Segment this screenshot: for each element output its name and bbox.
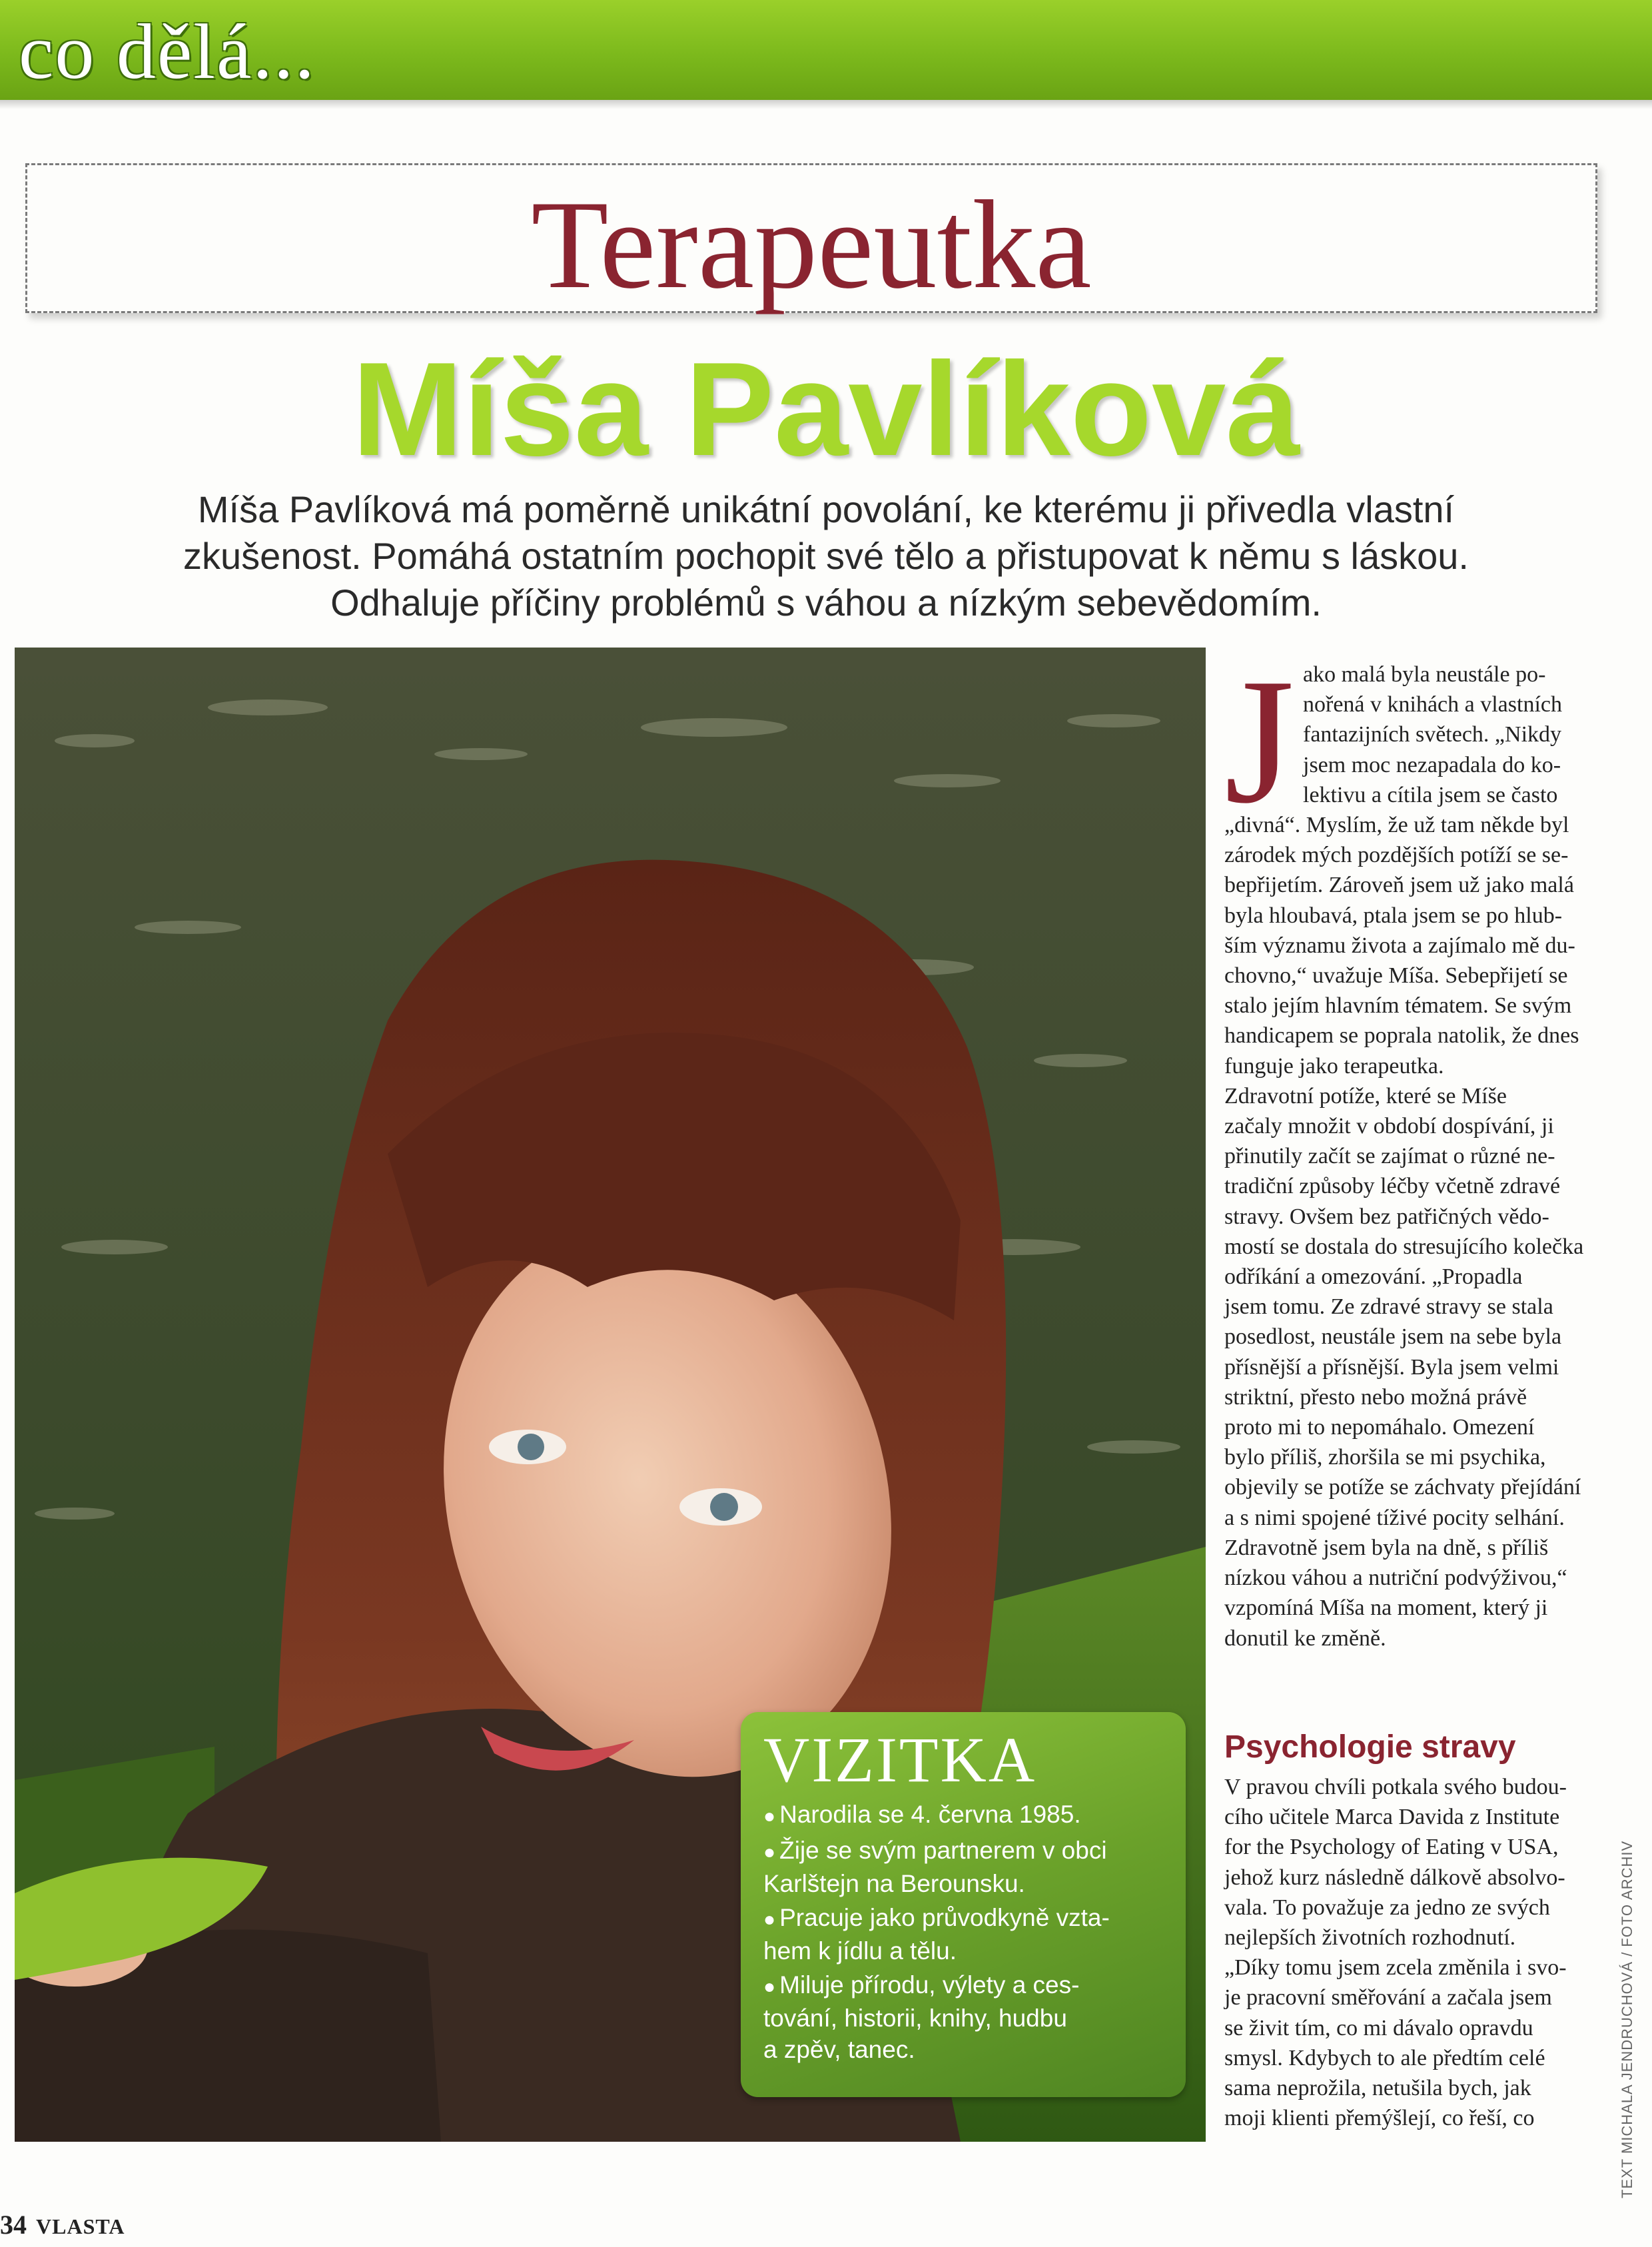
vizitka-line: Miluje přírodu, výlety a ces- xyxy=(779,1971,1080,1999)
article-line: V pravou chvíli potkala svého budou- xyxy=(1224,1775,1567,1799)
article-line: jehož kurz následně dálkově absolvo- xyxy=(1224,1865,1565,1890)
article-line: posedlost, neustále jsem na sebe byla xyxy=(1224,1324,1562,1350)
article-line: stravy. Ovšem bez patřičných vědo- xyxy=(1224,1204,1549,1229)
article-line: lektivu a cítila jsem se často xyxy=(1303,782,1558,807)
page-title: Terapeutka xyxy=(531,175,1092,315)
article-line: sama neprožila, netušila bych, jak xyxy=(1224,2076,1531,2101)
bullet-icon: ● xyxy=(763,1909,776,1931)
vizitka-item xyxy=(763,1902,1163,1967)
vizitka-title: VIZITKA xyxy=(763,1724,1037,1795)
article-line: a s nimi spojené tíživé pocity selhání. xyxy=(1224,1505,1565,1530)
page-number: 34 xyxy=(0,2210,27,2240)
article-column xyxy=(1224,660,1637,1653)
bullet-icon: ● xyxy=(763,1805,776,1827)
article-line: nejlepších životních rozhodnutí. xyxy=(1224,1925,1516,1951)
vizitka-item xyxy=(763,1835,1163,1899)
article-line: nízkou váhou a nutriční podvýživou,“ xyxy=(1224,1566,1567,1591)
article-line: donutil ke změně. xyxy=(1224,1625,1386,1651)
article-line: stalo jejím hlavním tématem. Se svým xyxy=(1224,993,1572,1019)
bullet-icon: ● xyxy=(763,1841,776,1863)
title-box xyxy=(25,163,1597,313)
article-line: odříkání a omezování. „Propadla xyxy=(1224,1264,1523,1290)
lead-line: Míša Pavlíková má poměrně unikátní povolání, ke kterému ji přivedla vlastní xyxy=(197,488,1455,530)
vizitka-line: Narodila se 4. června 1985. xyxy=(779,1801,1081,1828)
drop-cap: J xyxy=(1224,642,1295,841)
article-line: Zdravotně jsem byla na dně, s příliš xyxy=(1224,1535,1549,1560)
article-line: moji klienti přemýšlejí, co řeší, co xyxy=(1224,2106,1535,2131)
article-line: „divná“. Myslím, že už tam někde byl xyxy=(1224,813,1569,838)
vizitka-line: hem k jídlu a tělu. xyxy=(763,1937,957,1965)
vizitka-line: Pracuje jako průvodkyně vzta- xyxy=(779,1904,1110,1931)
article-line: tradiční způsoby léčby včetně zdravé xyxy=(1224,1174,1561,1199)
article-line: striktní, přesto nebo možná právě xyxy=(1224,1384,1527,1410)
article-line: mostí se dostala do stresujícího kolečka xyxy=(1224,1234,1584,1259)
article-line: vzpomíná Míša na moment, který ji xyxy=(1224,1595,1548,1621)
article-line: funguje jako terapeutka. xyxy=(1224,1053,1444,1079)
lead-line: Odhaluje příčiny problémů s váhou a nízkým sebevědomím. xyxy=(330,582,1322,624)
article-line: zárodek mých pozdějších potíží se se- xyxy=(1224,843,1569,868)
vizitka-line: Žije se svým partnerem v obci xyxy=(779,1837,1107,1864)
article-line: objevily se potíže se záchvaty přejídání xyxy=(1224,1475,1581,1500)
vizitka-line: Karlštejn na Berounsku. xyxy=(763,1870,1025,1897)
article-line: jsem tomu. Ze zdravé stravy se stala xyxy=(1224,1294,1553,1320)
article-line: smysl. Kdybych to ale předtím celé xyxy=(1224,2045,1545,2070)
article-line: ako malá byla neustále po- xyxy=(1303,662,1546,687)
article-line: byla hloubavá, ptala jsem se po hlub- xyxy=(1224,903,1563,928)
article-line: handicapem se poprala natolik, že dnes xyxy=(1224,1023,1579,1049)
person-name: Míša Pavlíková xyxy=(352,335,1300,484)
lead-line: zkušenost. Pomáhá ostatním pochopit své tělo a přistupovat k němu s láskou. xyxy=(183,535,1469,577)
article-line: přísnější a přísnější. Byla jsem velmi xyxy=(1224,1354,1559,1380)
vizitka-box xyxy=(741,1712,1186,2097)
vizitka-item xyxy=(763,1969,1163,2065)
article-line: Zdravotní potíže, které se Míše xyxy=(1224,1083,1507,1109)
article-line: přinutily začít se zajímat o různé ne- xyxy=(1224,1144,1555,1169)
article-line: začaly množit v období dospívání, ji xyxy=(1224,1114,1554,1139)
bullet-icon: ● xyxy=(763,1976,776,1998)
article-line: proto mi to nepomáhalo. Omezení xyxy=(1224,1415,1535,1440)
article-line: chovno,“ uvažuje Míša. Sebepřijetí se xyxy=(1224,963,1568,989)
section-band xyxy=(0,0,1652,100)
article-line: jsem moc nezapadala do ko- xyxy=(1303,752,1561,777)
section-band-shadow xyxy=(0,100,1652,109)
vizitka-line: tování, historii, knihy, hudbu xyxy=(763,2005,1067,2032)
magazine-name: VLASTA xyxy=(36,2214,125,2238)
vizitka-line: a zpěv, tanec. xyxy=(763,2036,915,2063)
article-line: ším významu života a zajímalo mě du- xyxy=(1224,933,1575,958)
article-line: je pracovní směřování a začala jsem xyxy=(1224,1985,1552,2011)
article-line: fantazijních světech. „Nikdy xyxy=(1303,722,1562,747)
section-label: co dělá... xyxy=(19,8,316,95)
folio xyxy=(0,2210,125,2241)
article-column-continued xyxy=(1224,1772,1637,2133)
article-line: bepřijetím. Zároveň jsem už jako malá xyxy=(1224,873,1574,898)
article-line: vala. To považuje za jedno ze svých xyxy=(1224,1895,1550,1920)
article-line: se živit tím, co mi dávalo opravdu xyxy=(1224,2015,1533,2040)
vizitka-item xyxy=(763,1799,1163,1832)
article-line: bylo příliš, zhoršila se mi psychika, xyxy=(1224,1445,1546,1470)
photo-credit: TEXT MICHALA JENDRUCHOVÁ / FOTO ARCHIV xyxy=(1619,1840,1635,2198)
article-subhead: Psychologie stravy xyxy=(1224,1729,1516,1765)
article-line: cího učitele Marca Davida z Institute xyxy=(1224,1805,1560,1830)
article-line: „Díky tomu jsem zcela změnila i svo- xyxy=(1224,1955,1567,1981)
article-line: for the Psychology of Eating v USA, xyxy=(1224,1835,1559,1860)
lead-paragraph xyxy=(93,486,1559,626)
article-line: nořená v knihách a vlastních xyxy=(1303,692,1562,717)
